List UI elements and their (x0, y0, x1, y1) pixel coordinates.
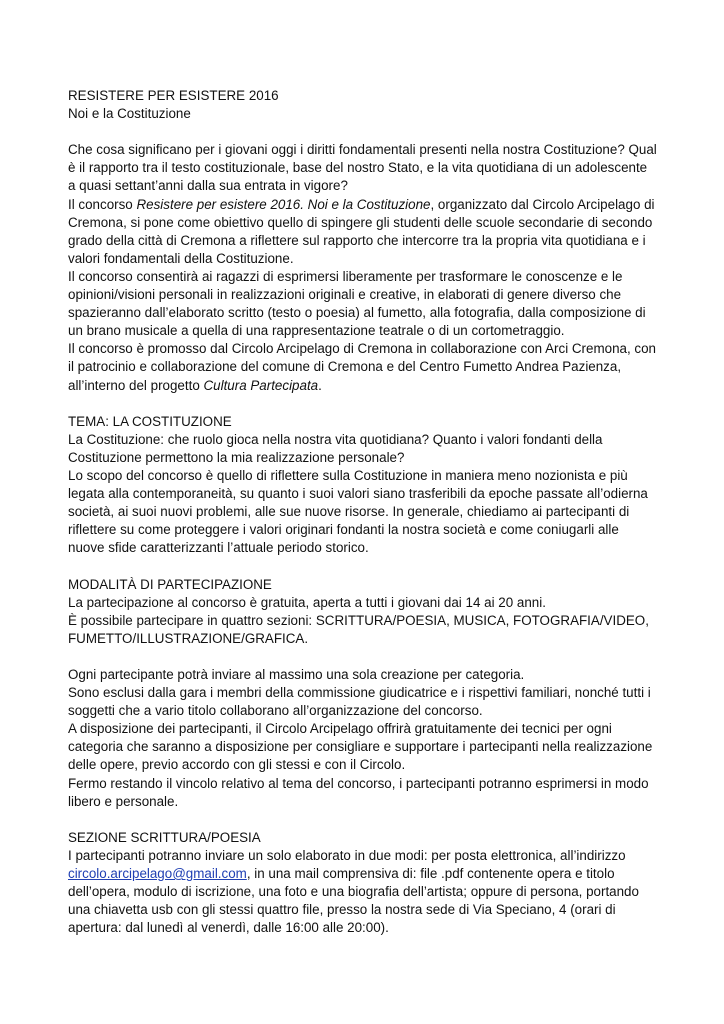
intro-p2-text-after: , organizzato dal Circolo Arcipelago di Cremona, si pone come obiettivo quello di spingere gli studenti delle scuole secondarie di secondo grado della città di Cremona a riflettere sul rapporto che intercorre tra la propria vita quotidiana e i valori fondamentali della Costituzione. (68, 196, 655, 266)
tema-paragraph-1: La Costituzione: che ruolo gioca nella nostra vita quotidiana? Quanto i valori fondanti della Costituzione permettono la mia realizzazione personale? (68, 431, 603, 465)
modalita-paragraph-2: È possibile partecipare in quattro sezioni: SCRITTURA/POESIA, MUSICA, FOTOGRAFIA/VIDEO, FUMETTO/ILLUSTRAZIONE/GRAFICA. (68, 612, 649, 646)
spacer (68, 123, 658, 141)
intro-p2-text-before: Il concorso (68, 196, 137, 212)
document-page (68, 87, 658, 937)
spacer (68, 811, 658, 829)
modalita-paragraph-3: Ogni partecipante potrà inviare al massimo una sola creazione per categoria. (68, 667, 525, 682)
intro-paragraph-3: Il concorso consentirà ai ragazzi di esprimersi liberamente per trasformare le conoscenze e le opinioni/visioni personali in realizzazioni originali e creative, in elaborati di genere diverso che spazieranno dall’elaborato scritto (testo o poesia) al fumetto, alla fotografia, dalla composizione di un brano musicale a quella di una rappresentazione teatrale o di un cortometraggio. (68, 268, 646, 339)
contest-title-italic: Resistere per esistere 2016. Noi e la Costituzione (136, 196, 431, 212)
modalita-paragraph-1: La partecipazione al concorso è gratuita, aperta a tutti i giovani dai 14 ai 20 anni. (68, 594, 546, 610)
modalita-paragraph-6: Fermo restando il vincolo relativo al tema del concorso, i partecipanti potranno esprimersi in modo libero e personale. (68, 775, 649, 809)
scrittura-paragraph-1 (68, 847, 658, 937)
intro-paragraph-4 (68, 340, 658, 394)
project-name-italic: Cultura Partecipata (203, 377, 319, 393)
intro-p4-text-before: Il concorso è promosso dal Circolo Arcipelago di Cremona in collaborazione con Arci Cremona, con il patrocinio e collaborazione del comune di Cremona e del Centro Fumetto Andrea Pazienza, all’interno del progetto (68, 341, 656, 393)
modalita-paragraph-5: A disposizione dei partecipanti, il Circolo Arcipelago offrirà gratuitamente dei tecnici per ogni categoria che saranno a disposizione per consigliare e supportare i partecipanti nella realizzazione delle opere, previo accordo con gli stessi e con il Circolo. (68, 721, 653, 773)
spacer (68, 557, 658, 575)
modalita-heading: MODALITÀ DI PARTECIPAZIONE (68, 576, 272, 592)
scrittura-text-after: , in una mail comprensiva di: file .pdf contenente opera e titolo dell’opera, modulo di iscrizione, una foto e una biografia dell’artista; oppure di persona, portando una chiavetta usb con gli stessi quattro file, presso la nostra sede di Via Speciano, 4 (orari di apertura: dal lunedì al venerdì, dalle 16:00 alle 20:00). (68, 866, 639, 936)
email-link[interactable]: circolo.arcipelago@gmail.com (68, 866, 247, 882)
intro-paragraph-2 (68, 196, 658, 268)
intro-paragraph-1: Che cosa significano per i giovani oggi i diritti fondamentali presenti nella nostra Costituzione? Qual è il rapporto tra il testo costituzionale, base del nostro Stato, e la vita quotidiana di un adolescente a quasi settant’anni dalla sua entrata in vigore? (68, 142, 657, 194)
spacer (68, 395, 658, 413)
scrittura-text-before: I partecipanti potranno inviare un solo elaborato in due modi: per posta elettronica, all’indirizzo (68, 847, 626, 863)
modalita-paragraph-4: Sono esclusi dalla gara i membri della commissione giudicatrice e i rispettivi familiari, nonché tutti i soggetti che a vario titolo collaborano all’organizzazione del concorso. (68, 685, 651, 719)
spacer (68, 648, 658, 666)
document-title: RESISTERE PER ESISTERE 2016 (68, 88, 279, 103)
tema-heading: TEMA: LA COSTITUZIONE (68, 413, 232, 429)
scrittura-heading: SEZIONE SCRITTURA/POESIA (68, 829, 261, 845)
document-subtitle: Noi e la Costituzione (68, 106, 191, 122)
intro-p4-text-after: . (318, 377, 322, 393)
tema-paragraph-2: Lo scopo del concorso è quello di riflettere sulla Costituzione in maniera meno nozionista e più legata alla contemporaneità, su quanto i suoi valori siano trasferibili da epoche passate all’odierna società, ai suoi nuovi problemi, alle sue nuove risorse. In generale, chiediamo ai partecipanti di riflettere su come proteggere i valori originari fondanti la nostra società e come coniugarli alle nuove sfide caratterizzanti l’attuale periodo storico. (68, 467, 648, 556)
